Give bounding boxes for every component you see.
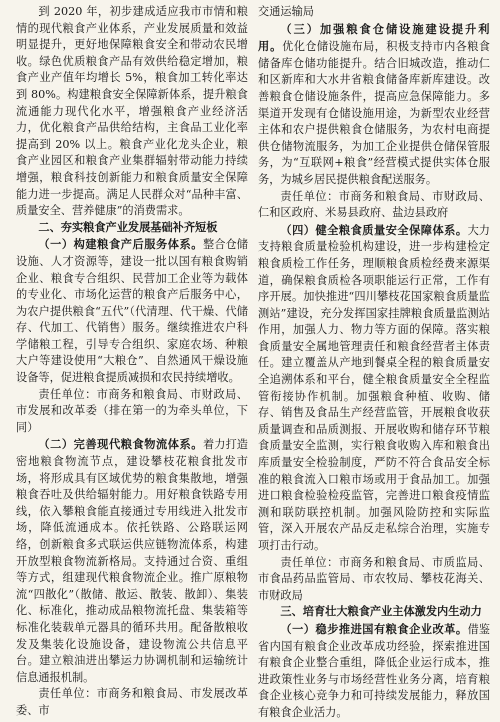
item-heading: （四）健全粮食质量安全保障体系。 xyxy=(280,222,468,237)
paragraph-storage xyxy=(258,21,490,189)
paragraph-soe-reform xyxy=(258,621,490,722)
responsibility-line: 责任单位：市商务和粮食局、市发展改革委、市 xyxy=(16,687,248,717)
item-body: 借鉴省内国有粮食企业改革成功经验，探索推进国有粮食企业整合重组，降低企业运行成本，推进政策性业务与市场经营性业务分离，培育粮食企业核心竞争力和可持续发展能力，释放国有粮食企业活力。 xyxy=(258,622,490,719)
responsibility-continuation: 交通运输局 xyxy=(258,5,314,18)
right-column xyxy=(258,4,490,719)
section-heading-2: 二、夯实粮食产业发展基础补齐短板 xyxy=(38,220,218,234)
responsibility-line: 责任单位：市商务和粮食局、市质监局、市食品药品监管局、市农牧局、攀枝花海关、市财政局 xyxy=(258,555,490,602)
item-heading: （一）构建粮食产后服务体系。 xyxy=(38,237,204,252)
item-heading: （一）稳步推进国有粮食企业改革。 xyxy=(280,621,468,636)
paragraph-service-system xyxy=(16,236,248,386)
left-column xyxy=(16,4,248,717)
paragraph-quality xyxy=(258,222,490,555)
section-heading-3: 三、培育壮大粮食产业主体激发内生动力 xyxy=(280,605,482,619)
item-heading: （二）完善现代粮食物流体系。 xyxy=(38,437,204,452)
responsibility-line: 责任单位：市商务和粮食局、市财政局、市发展和改革委（排在第一的为牵头单位，下同） xyxy=(16,387,248,434)
item-body: 大力支持粮食质量检验机构建设，进一步构建检定粮食质检工作任务，理顺粮食质检经费来源渠道，确保粮食质检各项职能运行正常，工作有序开展。加快推进“四川攀枝花国家粮食质量监测站”建设，充分发挥国家挂牌粮食质量监测站作用，加强人力、物力等方面的保障。落实粮食质量安全属地管理责任和粮食经营者主体责任。建立覆盖从产地到餐桌全程的粮食质量安全追溯体系和平台，健全粮食质量安全全程监管衔接协作机制。加强粮食种植、收购、储存、销售及食品生产经营监管，开展粮食收获质量调查和品质测报、开展收购和储存环节粮食质量安全监测，实行粮食收购入库和粮食出库质量安全检验制度，严防不符合食品安全标准的粮食流入口粮市场或用于食品加工。加强进口粮食检验检疫监管，完善进口粮食疫情监测和联防联控机制。加强风险防控和实际监管，深入开展农产品反走私综合治理，实施专项打击行动。 xyxy=(258,223,490,552)
paragraph-logistics xyxy=(16,436,248,686)
item-heading: （三）加强粮食仓储设施建设提升利用。 xyxy=(258,21,490,54)
item-body: 整合仓储设施、人才资源等，建设一批以国有粮食购销企业、粮食专合组织、民营加工企业等为载体的专业化、市场化运营的粮食产后服务中心，为农户提供粮食“五代”（代清理、代干燥、代储存、代加工、代销售）服务。继续推进农户科学储粮工程，引导专合组织、家庭农场、种粮大户等建设使用“大粮仓”、自然通风干燥设施设备等，促进粮食提质减损和农民持续增收。 xyxy=(16,238,248,385)
responsibility-line: 责任单位：市商务和粮食局、市财政局、仁和区政府、米易县政府、盐边县政府 xyxy=(258,189,490,220)
item-body: 优化仓储设施布局，积极支持市内各粮食储备库仓储功能提升。结合旧城改造，推动仁和区新库和大水井省粮食储备库新库建设。改善粮食仓储设施条件，提高应急保障能力。多渠道开发现有仓储设施用途，为新型农业经营主体和农户提供粮食仓储服务，为农村电商提供仓储物流服务，为加工企业提供仓储保管服务，为“互联网+粮食”经营模式提供实体仓服务，为城乡居民提供粮食配送服务。 xyxy=(258,40,490,186)
item-body: 着力打造密地粮食物流节点，建设攀枝花粮食批发市场，将形成具有区域优势的粮食集散地，增强粮食吞吐及供给辐射能力。用好粮食铁路专用线，依入攀粮食能直接通过专用线进入批发市场，降低流通成本。依托铁路、公路联运网络，创新粮食多式联运供应链物流体系，构建开放型粮食物流新格局。支持通过合资、重组等方式，组建现代粮食物流企业。推广原粮物流“四散化”（散储、散运、散装、散卸）、集装化、标准化，推动成品粮物流托盘、集装箱等标准化装载单元器具的循环共用。配备散粮收发及集装化设施设备，建设物流公共信息平台。建立粮油进出攀运力协调机制和运输统计信息通报机制。 xyxy=(16,438,248,684)
paragraph-goals: 到 2020 年，初步建成适应我市市情和粮情的现代粮食产业体系，产业发展质量和效益明显提升，更好地保障粮食安全和带动农民增收。绿色优质粮食产品有效供给稳定增加，粮食产业产值年均增长 5%，粮食加工转化率达到 80%。构建粮食安全保障新体系，提升粮食流通能力现代化水平，增强粮食产业经济活力，优化粮食产品供给结构，主食品工业化率提高到 20% 以上。粮食产业化龙头企业，粮食产业园区和粮食产业集群辐射带动能力持续增强，粮食科技创新能力和粮食质量安全保障能力进一步提高。满足人民群众对“品种丰富、质量安全、营养健康”的消费需求。 xyxy=(16,5,248,218)
